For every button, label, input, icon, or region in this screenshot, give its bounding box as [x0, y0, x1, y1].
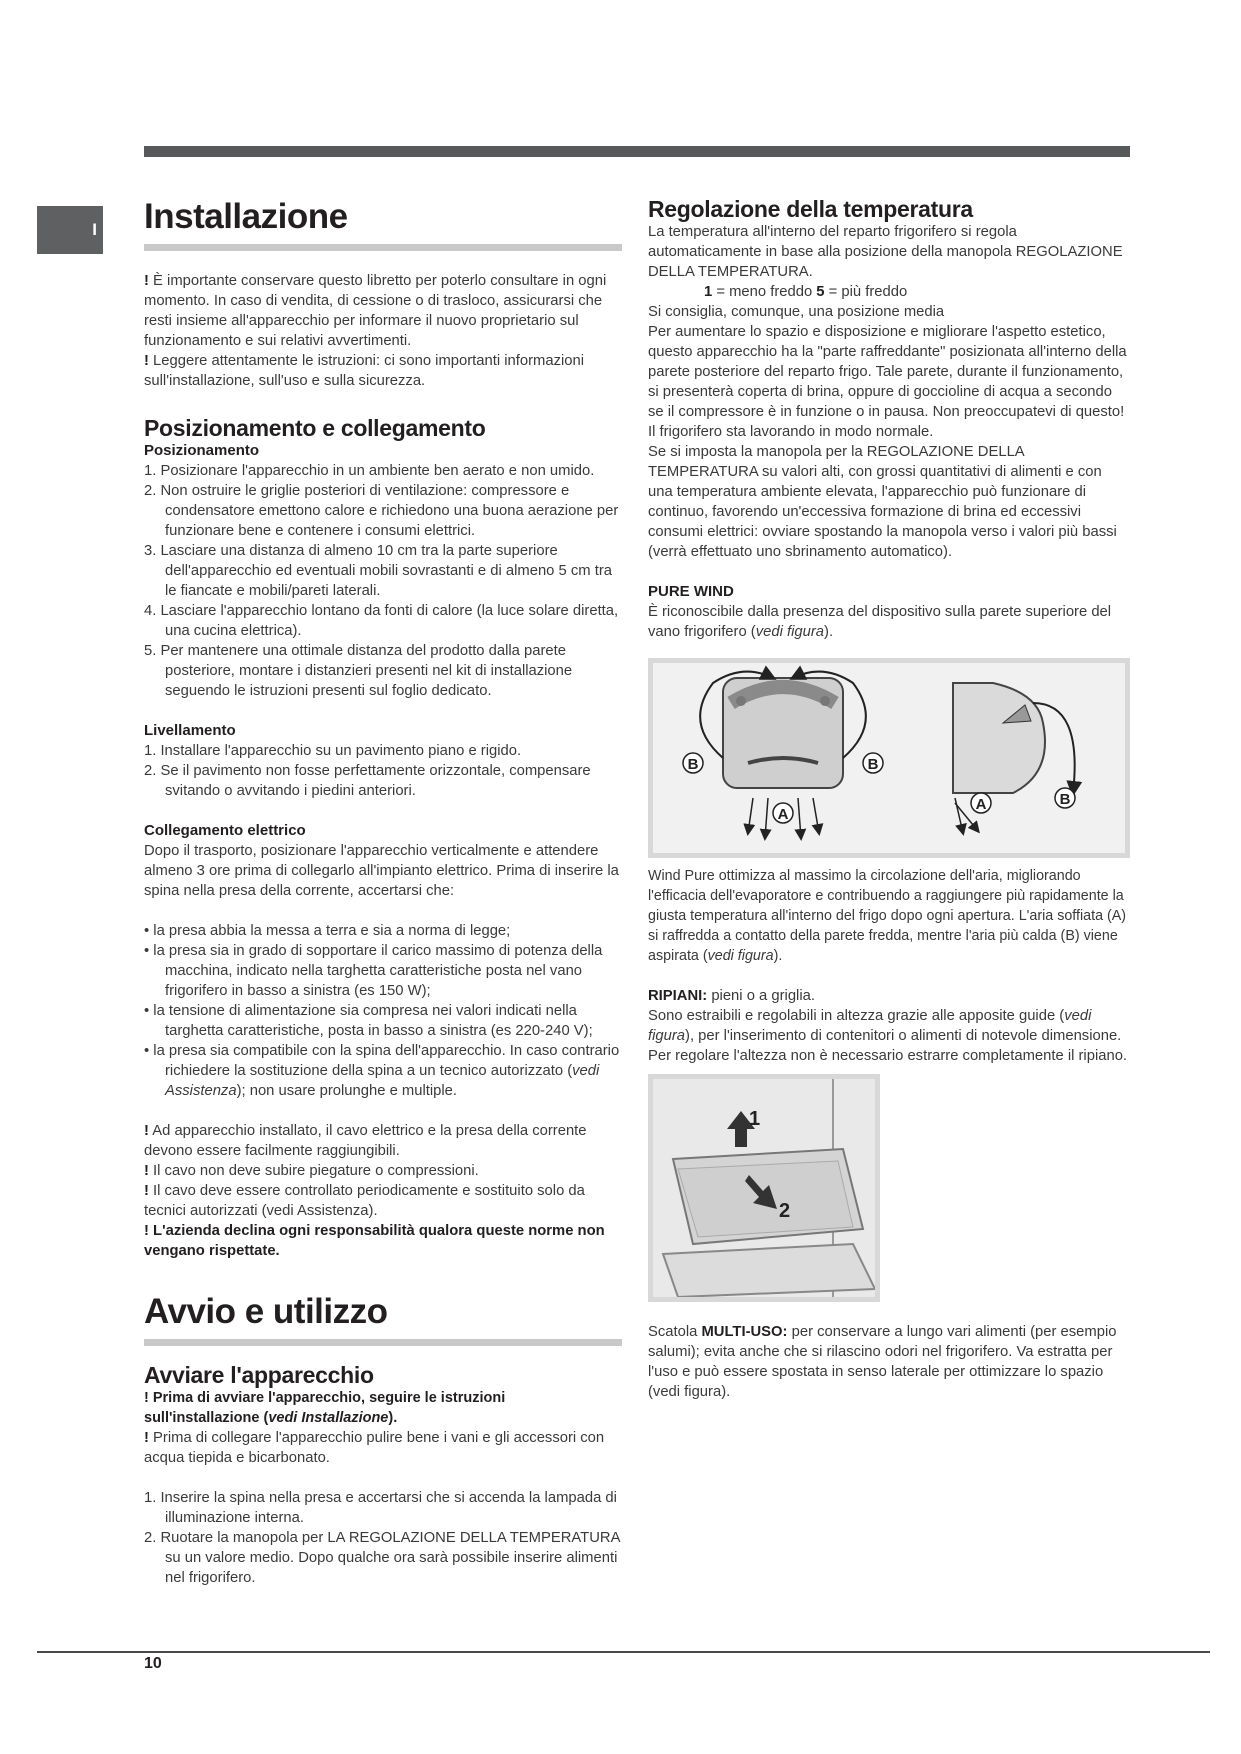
collegamento-paragraph: Dopo il trasporto, posizionare l'apparecchio verticalmente e attendere almeno 3 ore prima di collegarlo all'impianto elettrico. Prima di inserire la spina nella presa della corrente, accertarsi che: [144, 843, 619, 899]
pure-wind-title: PURE WIND [648, 583, 734, 600]
regolazione-p1: La temperatura all'interno del reparto frigorifero si regola automaticamente in base alla posizione della manopola REGOLAZIONE DELLA TEMPERATURA. [648, 224, 1123, 280]
fig-label-1: 1 [749, 1108, 761, 1130]
pure-wind-caption: Wind Pure ottimizza al massimo la circolazione dell'aria, migliorando l'efficacia dell'evaporatore e contribuendo a raggiungere più rapidamente la giusta temperatura all'interno del frigo dopo ogni apertura. L'aria soffiata (A) si raffredda a contatto della parete fredda, mentre l'aria più calda (B) viene aspirata (vedi figura). [648, 868, 1127, 964]
fig-label-a-left: A [777, 806, 789, 823]
list-item: 2. Se il pavimento non fosse perfettamente orizzontale, compensare svitando o avvitando i piedini anteriori. [144, 763, 591, 799]
regolazione-p4: Se si imposta la manopola per la REGOLAZIONE DELLA TEMPERATURA su valori alti, con grossi quantitativi di alimenti e con una temperatura ambiente elevata, l'apparecchio può funzionare di continuo, favorendo un'eccessiva formazione di brina ed eccessivi consumi elettrici: ovviare spostando la manopola verso i valori più bassi (verrà effettuato uno sbrinamento automatico). [648, 444, 1117, 560]
list-item: 1. Inserire la spina nella presa e accertarsi che si accenda la lampada di illuminazione interna. [144, 1490, 617, 1526]
left-column [144, 196, 622, 1588]
regolazione-p2: Si consiglia, comunque, una posizione media [648, 304, 945, 320]
warning-1: ! Ad apparecchio installato, il cavo elettrico e la presa della corrente devono essere facilmente raggiungibili. [144, 1123, 587, 1159]
warning-3: ! Il cavo deve essere controllato periodicamente e sostituito solo da tecnici autorizzati (vedi Assistenza). [144, 1183, 585, 1219]
ripiani-figure [648, 1074, 880, 1302]
avvio-subtitle: Avviare l'apparecchio [144, 1362, 374, 1388]
title-rule [144, 1339, 622, 1346]
fig-label-a-right: A [975, 796, 987, 813]
language-tab-label: I [92, 220, 97, 239]
footer-rule [37, 1651, 1210, 1653]
regolazione-scale: 1 = meno freddo 5 = più freddo [704, 284, 908, 300]
pure-wind-paragraph: È riconoscibile dalla presenza del dispositivo sulla parete superiore del vano frigorifero (vedi figura). [648, 604, 1112, 640]
header-bar [144, 146, 1130, 157]
fig-label-2: 2 [779, 1200, 791, 1222]
warning-4: ! L'azienda declina ogni responsabilità qualora queste norme non vengano rispettate. [144, 1223, 605, 1259]
list-item: • la presa sia in grado di sopportare il carico massimo di potenza della macchina, indicato nella targhetta caratteristiche posta nel vano frigorifero in basso a sinistra (es 150 W); [144, 943, 603, 999]
ripiani-title: RIPIANI: pieni o a griglia. [648, 988, 815, 1004]
livellamento-list [144, 741, 622, 801]
avvio-bold-note: ! Prima di avviare l'apparecchio, seguire le istruzioni sull'installazione (vedi Installazione). [144, 1390, 506, 1426]
list-item: 2. Ruotare la manopola per LA REGOLAZIONE DELLA TEMPERATURA su un valore medio. Dopo qualche ora sarà possibile inserire alimenti nel frigorifero. [144, 1530, 620, 1586]
list-item: • la presa sia compatibile con la spina dell'apparecchio. In caso contrario richiedere la sostituzione della spina a un tecnico autorizzato (vedi Assistenza); non usare prolunghe e multiple. [144, 1043, 620, 1099]
fig-label-b-right: B [867, 756, 879, 773]
posizionamento-title: Posizionamento e collegamento [144, 415, 486, 441]
list-item: 2. Non ostruire le griglie posteriori di ventilazione: compressore e condensatore emettono calore e richiedono una buona aerazione per funzionare bene e contenere i consumi elettrici. [144, 483, 619, 539]
regolazione-title: Regolazione della temperatura [648, 196, 973, 222]
avvio-title: Avvio e utilizzo [144, 1292, 388, 1331]
list-item: 5. Per mantenere una ottimale distanza del prodotto dalla parete posteriore, montare i distanzieri presenti nel kit di installazione seguendo le istruzioni presenti sul foglio dedicato. [144, 643, 573, 699]
list-item: 1. Installare l'apparecchio su un pavimento piano e rigido. [144, 743, 522, 759]
ripiani-paragraph: Sono estraibili e regolabili in altezza grazie alle apposite guide (vedi figura), per l'inserimento di contenitori o alimenti di notevole dimensione. Per regolare l'altezza non è necessario estrarre completamente il ripiano. [648, 1008, 1128, 1064]
installazione-intro-2: ! Leggere attentamente le istruzioni: ci sono importanti informazioni sull'installazione, sull'uso e sulla sicurezza. [144, 353, 585, 389]
livellamento-title: Livellamento [144, 722, 236, 739]
regolazione-p3: Per aumentare lo spazio e disposizione e migliorare l'aspetto estetico, questo apparecchio ha la "parte raffreddante" posizionata all'interno della parete posteriore del reparto frigo. Tale parete, durante il funzionamento, si presenterà coperta di brina, oppure di goccioline di acqua a secondo se il compressore è in funzione o in pausa. Non preoccupatevi di questo! Il frigorifero sta lavorando in modo normale. [648, 324, 1127, 440]
list-item: • la presa abbia la messa a terra e sia a norma di legge; [144, 923, 511, 939]
fig-label-b-left: B [687, 756, 699, 773]
fig-label-b-side: B [1059, 791, 1071, 808]
pure-wind-figure [648, 658, 1130, 858]
list-item: 4. Lasciare l'apparecchio lontano da fonti di calore (la luce solare diretta, una cucina elettrica). [144, 603, 619, 639]
list-item: 3. Lasciare una distanza di almeno 10 cm tra la parte superiore dell'apparecchio ed eventuali mobili sovrastanti e di almeno 5 cm tra le fiancate e mobili/pareti laterali. [144, 543, 612, 599]
installazione-title: Installazione [144, 197, 348, 236]
page-number: 10 [144, 1655, 162, 1672]
installazione-intro-1: ! È importante conservare questo libretto per poterlo consultare in ogni momento. In caso di vendita, di cessione o di trasloco, assicurarsi che resti insieme all'apparecchio per informare il nuovo proprietario sul funzionamento e sui relativi avvertimenti. [144, 273, 607, 349]
right-column [648, 196, 1130, 1402]
avvio-note: ! Prima di collegare l'apparecchio pulire bene i vani e gli accessori con acqua tiepida e bicarbonato. [144, 1430, 605, 1466]
posizionamento-list [144, 461, 622, 701]
posizionamento-subtitle: Posizionamento [144, 442, 260, 459]
list-item: 1. Posizionare l'apparecchio in un ambiente ben aerato e non umido. [144, 463, 595, 479]
collegamento-title: Collegamento elettrico [144, 822, 306, 839]
avvio-list [144, 1488, 622, 1588]
pure-wind-illustration [653, 663, 1125, 853]
collegamento-bullets [144, 921, 622, 1101]
shelf-illustration [653, 1079, 875, 1297]
list-item: • la tensione di alimentazione sia compresa nei valori indicati nella targhetta caratteristiche, posta in basso a sinistra (es 220-240 V); [144, 1003, 593, 1039]
title-rule [144, 244, 622, 251]
scatola-paragraph: Scatola MULTI-USO: per conservare a lungo vari alimenti (per esempio salumi); evita anche che si rilascino odori nel frigorifero. Va estratta per l'uso e può essere spostata in senso laterale per ottimizzare lo spazio (vedi figura). [648, 1324, 1117, 1400]
language-tab [37, 206, 103, 254]
warning-2: ! Il cavo non deve subire piegature o compressioni. [144, 1163, 479, 1179]
